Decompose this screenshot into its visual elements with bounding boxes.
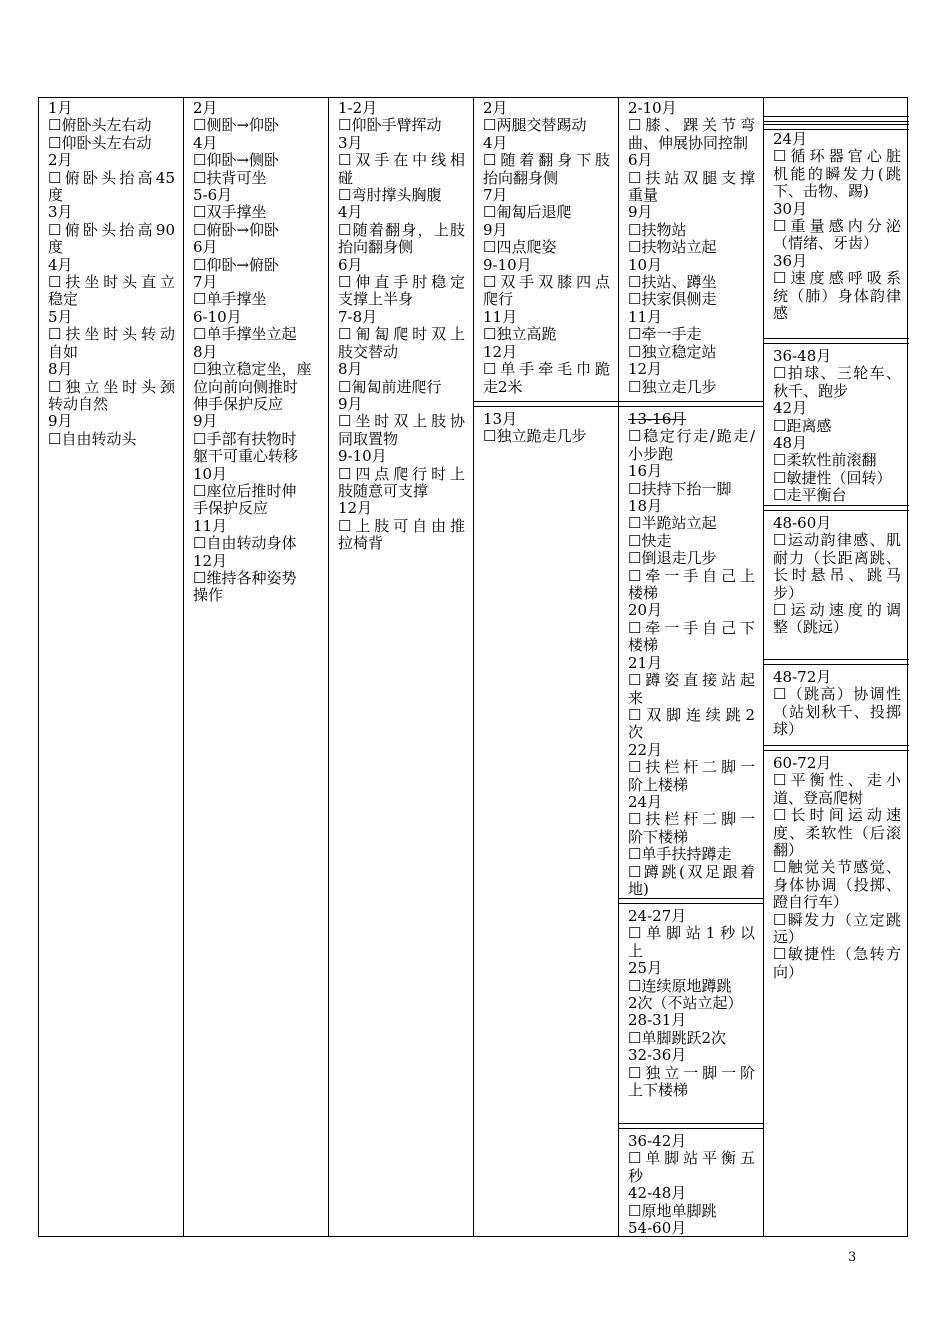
age-heading: 9-10月 xyxy=(338,447,387,466)
milestone-checkbox-item: ☐拍球、三轮车、 xyxy=(773,364,901,383)
milestone-checkbox-item: ☐独立高跪 xyxy=(483,325,557,344)
milestone-text: 次 xyxy=(628,723,644,742)
milestone-text: 拉椅背 xyxy=(338,534,384,553)
milestone-text: 整（跳远） xyxy=(773,618,849,637)
age-heading: 18月 xyxy=(628,497,663,516)
age-heading: 36-48月 xyxy=(773,347,832,365)
column-section xyxy=(474,409,618,446)
milestone-checkbox-item: ☐牵一手自己下 xyxy=(628,618,755,637)
milestone-text: 稳定 xyxy=(48,290,79,309)
milestone-checkbox-item: ☐牵一手走 xyxy=(628,325,702,344)
milestone-checkbox-item: ☐四点爬行时上 xyxy=(338,464,465,483)
age-heading: 3月 xyxy=(48,203,73,222)
milestone-checkbox-item: ☐柔软性前滚翻 xyxy=(773,451,877,470)
milestone-checkbox-item: ☐仰卧头左右动 xyxy=(48,133,152,152)
column-section xyxy=(764,129,909,322)
milestone-text: 操作 xyxy=(193,586,224,605)
milestone-checkbox-item: ☐距离感 xyxy=(773,416,832,435)
milestone-checkbox-item: ☐走平衡台 xyxy=(773,486,847,505)
section-divider xyxy=(619,1123,763,1129)
milestone-checkbox-item: ☐双手撑坐 xyxy=(193,203,267,222)
milestone-checkbox-item: ☐四点爬姿 xyxy=(483,238,557,257)
age-heading: 16月 xyxy=(628,462,663,481)
section-divider xyxy=(764,659,909,665)
section-divider xyxy=(764,745,909,751)
age-heading: 6月 xyxy=(628,151,653,170)
milestone-text: 阶上楼梯 xyxy=(628,775,689,794)
milestone-checkbox-item: ☐独立稳定坐，座 xyxy=(193,360,312,379)
milestone-text: 长时悬吊、跳马 xyxy=(773,566,901,585)
column-section xyxy=(619,906,763,1099)
milestone-text: 耐力（长距离跳、 xyxy=(773,548,901,567)
age-heading: 2次（不站立起） xyxy=(628,994,743,1013)
milestone-text: 统（肺）身体韵律 xyxy=(773,286,901,305)
column-section xyxy=(619,98,763,396)
column-section xyxy=(764,513,909,637)
age-heading: 11月 xyxy=(193,516,228,535)
age-heading: 20月 xyxy=(628,601,663,620)
milestone-text: 肢随意可支撑 xyxy=(338,481,429,500)
age-heading: 36月 xyxy=(773,251,808,270)
column-2 xyxy=(184,98,329,1236)
milestone-checkbox-item: ☐仰卧→俯卧 xyxy=(193,255,280,274)
age-heading: 32-36月 xyxy=(628,1046,687,1065)
age-heading: 24-27月 xyxy=(628,907,687,925)
age-heading: 2月 xyxy=(483,99,508,117)
milestone-checkbox-item: ☐单手扶持蹲走 xyxy=(628,845,732,864)
age-heading: 5月 xyxy=(48,307,73,326)
milestone-checkbox-item: ☐快走 xyxy=(628,531,672,550)
milestone-text: 地) xyxy=(628,879,649,898)
age-heading: 8月 xyxy=(48,360,73,379)
milestone-checkbox-item: ☐倒退走几步 xyxy=(628,549,717,568)
milestone-text: 楼梯 xyxy=(628,584,659,603)
milestone-checkbox-item: ☐扶物站立起 xyxy=(628,238,717,257)
milestone-text: 支撑上半身 xyxy=(338,290,414,309)
age-heading: 11月 xyxy=(483,307,518,326)
milestone-checkbox-item: ☐膝、踝关节弯 xyxy=(628,116,755,135)
milestone-text: 位向前向侧推时 xyxy=(193,377,299,396)
milestone-checkbox-item: ☐速度感呼吸系 xyxy=(773,269,901,288)
milestone-text: 曲、伸展协同控制 xyxy=(628,133,749,152)
milestone-text: 秋千、跑步 xyxy=(773,381,849,400)
age-heading: 2月 xyxy=(193,99,218,117)
column-section xyxy=(474,98,618,396)
milestone-text: 道、登高爬树 xyxy=(773,788,864,807)
milestone-checkbox-item: ☐扶栏杆二脚一 xyxy=(628,758,755,777)
page-number: 3 xyxy=(848,1250,857,1265)
age-heading: 6-10月 xyxy=(193,307,242,326)
milestone-checkbox-item: ☐扶家俱侧走 xyxy=(628,290,717,309)
section-divider xyxy=(764,505,909,511)
milestone-text: 度、柔软性（后滚 xyxy=(773,823,901,842)
milestone-checkbox-item: ☐两腿交替踢动 xyxy=(483,116,587,135)
milestone-checkbox-item: ☐敏捷性（回转） xyxy=(773,468,892,487)
motor-development-table xyxy=(38,97,908,1237)
milestone-checkbox-item: ☐自由转动头 xyxy=(48,429,137,448)
milestone-text: 向） xyxy=(773,962,804,981)
age-heading: 54-60月 xyxy=(628,1219,687,1238)
milestone-text: 自如 xyxy=(48,342,79,361)
milestone-text: 球） xyxy=(773,720,804,739)
age-heading: 42-48月 xyxy=(628,1184,687,1203)
milestone-checkbox-item: ☐维持各种姿势 xyxy=(193,568,297,587)
milestone-text: 下、击物、踢) xyxy=(773,182,869,201)
milestone-text: 重量 xyxy=(628,186,659,205)
column-section xyxy=(764,98,909,100)
milestone-checkbox-item: ☐牵一手自己上 xyxy=(628,566,755,585)
age-heading: 8月 xyxy=(193,342,218,361)
age-heading: 48-60月 xyxy=(773,514,832,532)
age-heading: 2月 xyxy=(48,151,73,170)
age-heading: 42月 xyxy=(773,399,808,418)
age-heading: 4月 xyxy=(338,203,363,222)
milestone-checkbox-item: ☐瞬发力（立定跳 xyxy=(773,910,901,929)
column-3 xyxy=(329,98,474,1236)
milestone-checkbox-item: ☐连续原地蹲跳 xyxy=(628,976,732,995)
column-1 xyxy=(39,98,184,1236)
age-heading: 21月 xyxy=(628,653,663,672)
milestone-text: 度 xyxy=(48,238,64,257)
milestone-checkbox-item: ☐匍匐后退爬 xyxy=(483,203,572,222)
age-heading: 28-31月 xyxy=(628,1011,687,1030)
age-heading: 4月 xyxy=(483,133,508,152)
age-heading: 10月 xyxy=(193,464,228,483)
milestone-text: 转动自然 xyxy=(48,394,109,413)
milestone-checkbox-item: ☐独立稳定站 xyxy=(628,342,717,361)
milestone-checkbox-item: ☐单脚站1秒以 xyxy=(628,924,755,943)
milestone-checkbox-item: ☐双手双膝四点 xyxy=(483,273,610,292)
age-heading: 9月 xyxy=(338,394,363,413)
age-heading: 8月 xyxy=(338,360,363,379)
age-heading: 4月 xyxy=(48,255,73,274)
age-heading: 13月 xyxy=(483,410,518,428)
milestone-checkbox-item: ☐仰卧→侧卧 xyxy=(193,151,280,170)
milestone-checkbox-item: ☐上肢可自由推 xyxy=(338,516,465,535)
milestone-checkbox-item: ☐扶物站 xyxy=(628,220,687,239)
age-heading: 60-72月 xyxy=(773,754,832,772)
milestone-text: 躯干可重心转移 xyxy=(193,447,299,466)
age-heading: 12月 xyxy=(628,360,663,379)
milestone-text: 上下楼梯 xyxy=(628,1081,689,1100)
age-heading: 36-42月 xyxy=(628,1132,687,1150)
milestone-text: 度 xyxy=(48,186,64,205)
milestone-checkbox-item: ☐运动韵律感、肌 xyxy=(773,531,901,550)
milestone-checkbox-item: ☐伸直手肘稳定 xyxy=(338,273,465,292)
age-heading: 24月 xyxy=(773,130,808,148)
milestone-checkbox-item: ☐敏捷性（急转方 xyxy=(773,945,901,964)
milestone-text: 蹬自行车） xyxy=(773,893,849,912)
age-heading: 4月 xyxy=(193,133,218,152)
age-heading: 5-6月 xyxy=(193,186,233,205)
milestone-checkbox-item: ☐随着翻身下肢 xyxy=(483,151,610,170)
section-divider xyxy=(474,401,618,407)
milestone-checkbox-item: ☐手部有扶物时 xyxy=(193,429,297,448)
milestone-checkbox-item: ☐俯卧头左右动 xyxy=(48,116,152,135)
age-heading: 1月 xyxy=(48,99,73,117)
age-heading: 9月 xyxy=(193,412,218,431)
milestone-checkbox-item: ☐随着翻身，上肢 xyxy=(338,220,465,239)
section-divider xyxy=(619,898,763,904)
column-section xyxy=(764,346,909,505)
age-heading: 3月 xyxy=(338,133,363,152)
age-heading: 24月 xyxy=(628,792,663,811)
age-heading: 9-10月 xyxy=(483,255,532,274)
age-heading: 6月 xyxy=(193,238,218,257)
section-divider xyxy=(619,401,763,407)
milestone-checkbox-item: ☐独立一脚一阶 xyxy=(628,1063,755,1082)
age-heading: 7月 xyxy=(483,186,508,205)
age-heading: 12月 xyxy=(193,551,228,570)
milestone-text: （站划秋千、投掷 xyxy=(773,702,901,721)
age-heading: 30月 xyxy=(773,199,808,218)
milestone-text: 来 xyxy=(628,688,644,707)
age-heading: 12月 xyxy=(483,342,518,361)
milestone-checkbox-item: ☐重量感内分泌 xyxy=(773,217,901,236)
milestone-checkbox-item: ☐双手在中线相 xyxy=(338,151,465,170)
age-heading: 6月 xyxy=(338,255,363,274)
milestone-checkbox-item: ☐单手撑坐 xyxy=(193,290,267,309)
milestone-text: 同取置物 xyxy=(338,429,399,448)
column-section xyxy=(184,98,328,605)
milestone-checkbox-item: ☐循环器官心脏 xyxy=(773,147,901,166)
milestone-checkbox-item: ☐自由转动身体 xyxy=(193,534,297,553)
age-heading: 10月 xyxy=(628,255,663,274)
milestone-checkbox-item: ☐扶持下抬一脚 xyxy=(628,479,732,498)
milestone-checkbox-item: ☐单脚站平衡五 xyxy=(628,1149,755,1168)
milestone-checkbox-item: ☐独立坐时头颈 xyxy=(48,377,175,396)
column-section xyxy=(764,753,909,981)
milestone-checkbox-item: ☐扶坐时头直立 xyxy=(48,273,175,292)
section-divider xyxy=(764,338,909,344)
milestone-text: 上 xyxy=(628,941,644,960)
milestone-checkbox-item: ☐仰卧手臂挥动 xyxy=(338,116,442,135)
milestone-checkbox-item: ☐双脚连续跳2 xyxy=(628,705,755,724)
milestone-checkbox-item: ☐稳定行走/跪走/ xyxy=(628,427,755,446)
milestone-checkbox-item: ☐匍匐前进爬行 xyxy=(338,377,442,396)
milestone-checkbox-item: ☐（跳高）协调性 xyxy=(773,685,901,704)
milestone-text: 身体协调（投掷、 xyxy=(773,875,901,894)
milestone-checkbox-item: ☐俯卧→仰卧 xyxy=(193,220,280,239)
milestone-text: 秒 xyxy=(628,1166,644,1185)
milestone-checkbox-item: ☐扶坐时头转动 xyxy=(48,325,175,344)
milestone-text: 肢交替动 xyxy=(338,342,399,361)
milestone-checkbox-item: ☐触觉关节感觉、 xyxy=(773,858,901,877)
milestone-checkbox-item: ☐平衡性、走小 xyxy=(773,771,901,790)
milestone-text: 步） xyxy=(773,583,804,602)
age-heading: 22月 xyxy=(628,740,663,759)
milestone-text: 手保护反应 xyxy=(193,499,269,518)
age-heading: 9月 xyxy=(483,220,508,239)
milestone-checkbox-item: ☐原地单脚跳 xyxy=(628,1201,717,1220)
milestone-text: 抬向翻身侧 xyxy=(483,168,559,187)
milestone-checkbox-item: ☐弯肘撑头胸腹 xyxy=(338,186,442,205)
age-heading: 7月 xyxy=(193,273,218,292)
age-heading: 7-8月 xyxy=(338,307,378,326)
milestone-checkbox-item: ☐俯卧头抬高45 xyxy=(48,168,175,187)
milestone-text: 远） xyxy=(773,928,804,947)
milestone-text: 抬向翻身侧 xyxy=(338,238,414,257)
age-heading: 25月 xyxy=(628,959,663,978)
milestone-checkbox-item: ☐单脚跳跃2次 xyxy=(628,1028,726,1047)
milestone-checkbox-item: ☐独立跪走几步 xyxy=(483,427,587,446)
age-heading: 1-2月 xyxy=(338,99,378,117)
age-heading: 48-72月 xyxy=(773,668,832,686)
milestone-checkbox-item: ☐独立走几步 xyxy=(628,377,717,396)
milestone-text: （情绪、牙齿） xyxy=(773,234,879,253)
milestone-checkbox-item: ☐俯卧头抬高90 xyxy=(48,220,175,239)
milestone-text: 伸手保护反应 xyxy=(193,394,284,413)
milestone-checkbox-item: ☐蹲姿直接站起 xyxy=(628,671,755,690)
column-section xyxy=(329,98,473,553)
column-section xyxy=(764,667,909,739)
milestone-checkbox-item: ☐扶站、蹲坐 xyxy=(628,273,717,292)
milestone-checkbox-item: ☐蹲跳(双足跟着 xyxy=(628,862,755,881)
milestone-checkbox-item: ☐坐时双上肢协 xyxy=(338,412,465,431)
milestone-checkbox-item: ☐扶背可坐 xyxy=(193,168,267,187)
age-heading: 12月 xyxy=(338,499,373,518)
milestone-text: 楼梯 xyxy=(628,636,659,655)
milestone-checkbox-item: ☐半跪站立起 xyxy=(628,514,717,533)
milestone-checkbox-item: ☐扶站双腿支撑 xyxy=(628,168,755,187)
milestone-checkbox-item: ☐扶栏杆二脚一 xyxy=(628,810,755,829)
milestone-checkbox-item: ☐匍匐爬时双上 xyxy=(338,325,465,344)
milestone-checkbox-item: ☐单手牵毛巾跪 xyxy=(483,360,610,379)
milestone-checkbox-item: ☐侧卧→仰卧 xyxy=(193,116,280,135)
age-heading: 13-16月 xyxy=(628,410,687,428)
milestone-checkbox-item: ☐座位后推时伸 xyxy=(193,481,297,500)
column-4 xyxy=(474,98,619,1236)
milestone-checkbox-item: ☐单手撑坐立起 xyxy=(193,325,297,344)
milestone-text: 翻） xyxy=(773,841,804,860)
milestone-text: 碰 xyxy=(338,168,354,187)
milestone-text: 机能的瞬发力(跳 xyxy=(773,164,901,183)
milestone-text: 小步跑 xyxy=(628,444,674,463)
age-heading: 11月 xyxy=(628,307,663,326)
milestone-checkbox-item: ☐运动速度的调 xyxy=(773,601,901,620)
milestone-checkbox-item: ☐长时间运动速 xyxy=(773,806,901,825)
milestone-text: 感 xyxy=(773,304,789,323)
column-section xyxy=(39,98,183,448)
age-heading: 9月 xyxy=(628,203,653,222)
milestone-text: 爬行 xyxy=(483,290,514,309)
column-section xyxy=(619,409,763,898)
column-section xyxy=(619,1131,763,1237)
age-heading: 9月 xyxy=(48,412,73,431)
column-5 xyxy=(619,98,764,1236)
age-heading: 2-10月 xyxy=(628,99,677,117)
section-divider xyxy=(764,116,909,122)
age-heading: 48月 xyxy=(773,434,808,453)
milestone-text: 阶下楼梯 xyxy=(628,827,689,846)
column-6 xyxy=(764,98,909,1236)
milestone-text: 走2米 xyxy=(483,377,523,396)
